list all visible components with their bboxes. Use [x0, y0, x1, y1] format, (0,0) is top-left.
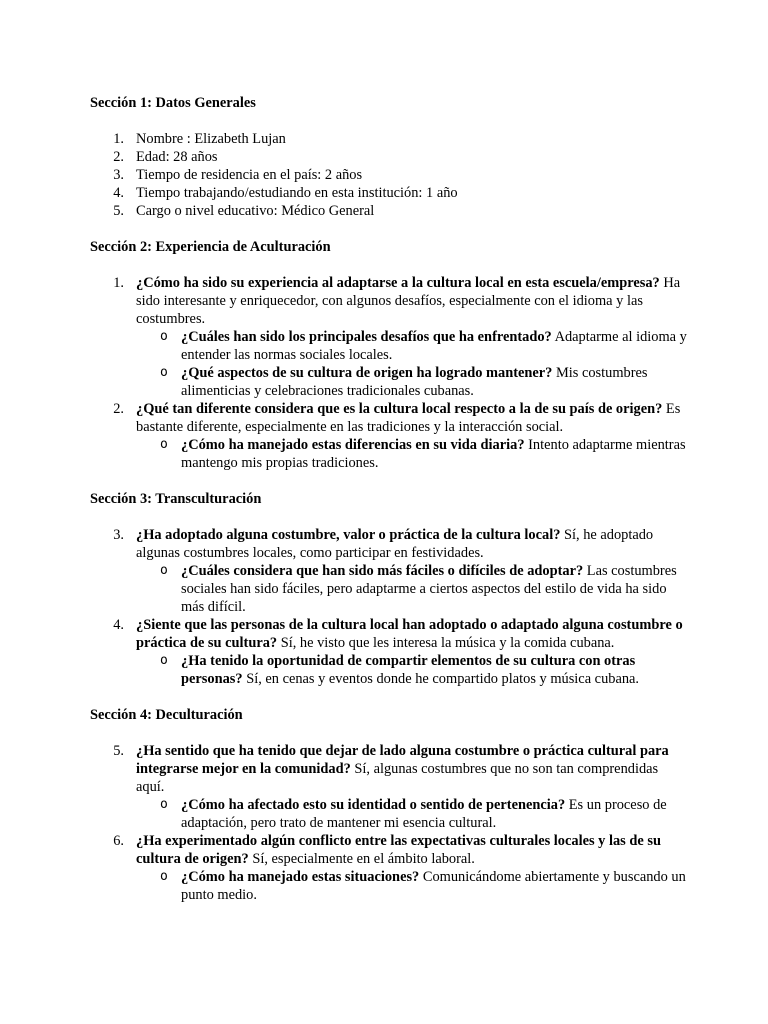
- sub-question-list: [136, 436, 690, 472]
- sub-question-text: ¿Cuáles han sido los principales desafíos que ha enfrentado?: [181, 329, 552, 345]
- sub-question-item: [136, 868, 690, 904]
- question-text: ¿Siente que las personas de la cultura local han adoptado o adaptado alguna costumbre o práctica de su cultura?: [136, 617, 683, 651]
- sub-question-text: ¿Cómo ha afectado esto su identidad o sentido de pertenencia?: [181, 797, 566, 813]
- sub-question-list: [136, 868, 690, 904]
- sub-question-item: [136, 328, 690, 364]
- question-text: ¿Ha adoptado alguna costumbre, valor o práctica de la cultura local?: [136, 527, 561, 543]
- answer-text: Sí, especialmente en el ámbito laboral.: [252, 851, 475, 867]
- answer-text: Ha sido interesante y enriquecedor, con algunos desafíos, especialmente con el idioma y las costumbres.: [136, 275, 681, 327]
- list-item: [90, 130, 690, 148]
- item-text: Tiempo de residencia en el país: 2 años: [136, 167, 363, 183]
- question-number: 3.: [113, 527, 124, 543]
- section-4-list: [90, 742, 690, 904]
- section-2-title: Sección 2: Experiencia de Aculturación: [90, 239, 331, 255]
- item-number: 2.: [113, 149, 124, 165]
- bullet-circle-icon: o: [160, 329, 168, 344]
- question-number: 2.: [113, 401, 124, 417]
- section-3-list: [90, 526, 690, 688]
- bullet-circle-icon: o: [160, 797, 168, 812]
- sub-question-list: [136, 328, 690, 400]
- question-number: 1.: [113, 275, 124, 291]
- list-item: [90, 166, 690, 184]
- question-text: ¿Ha sentido que ha tenido que dejar de lado alguna costumbre o práctica cultural para integrarse mejor en la comunidad?: [136, 743, 669, 777]
- document-content: [90, 94, 690, 922]
- bullet-circle-icon: o: [160, 563, 168, 578]
- sub-question-item: [136, 652, 690, 688]
- sub-question-item: [136, 436, 690, 472]
- sub-question-item: [136, 364, 690, 400]
- question-item: [90, 832, 690, 904]
- item-number: 5.: [113, 203, 124, 219]
- item-text: Cargo o nivel educativo: Médico General: [136, 203, 375, 219]
- section-1-title: Sección 1: Datos Generales: [90, 95, 256, 111]
- sub-question-text: ¿Qué aspectos de su cultura de origen ha logrado mantener?: [181, 365, 553, 381]
- question-text: ¿Cómo ha sido su experiencia al adaptarse a la cultura local en esta escuela/empresa?: [136, 275, 660, 291]
- bullet-circle-icon: o: [160, 365, 168, 380]
- sub-answer-text: Mis costumbres alimenticias y celebraciones tradicionales cubanas.: [181, 365, 648, 399]
- sub-question-text: ¿Cómo ha manejado estas situaciones?: [181, 869, 420, 885]
- section-3-title: Sección 3: Transculturación: [90, 491, 262, 507]
- sub-question-list: [136, 652, 690, 688]
- question-text: ¿Ha experimentado algún conflicto entre las expectativas culturales locales y las de su cultura de origen?: [136, 833, 661, 867]
- question-item: [90, 400, 690, 472]
- section-4-title: Sección 4: Deculturación: [90, 707, 243, 723]
- answer-text: Sí, he adoptado algunas costumbres locales, como participar en festividades.: [136, 527, 654, 561]
- item-number: 3.: [113, 167, 124, 183]
- sub-answer-text: Sí, en cenas y eventos donde he compartido platos y música cubana.: [246, 671, 640, 687]
- item-number: 4.: [113, 185, 124, 201]
- sub-question-list: [136, 562, 690, 616]
- sub-question-item: [136, 562, 690, 616]
- sub-question-list: [136, 796, 690, 832]
- sub-answer-text: Las costumbres sociales han sido fáciles, pero adaptarme a ciertos aspectos del estilo de vida ha sido más difícil.: [181, 563, 677, 615]
- bullet-circle-icon: o: [160, 869, 168, 884]
- item-text: Nombre : Elizabeth Lujan: [136, 131, 286, 147]
- sub-answer-text: Comunicándome abiertamente y buscando un punto medio.: [181, 869, 686, 903]
- bullet-circle-icon: o: [160, 437, 168, 452]
- question-text: ¿Qué tan diferente considera que es la cultura local respecto a la de su país de origen?: [136, 401, 663, 417]
- sub-answer-text: Intento adaptarme mientras mantengo mis propias tradiciones.: [181, 437, 686, 471]
- answer-text: Es bastante diferente, especialmente en las tradiciones y la interacción social.: [136, 401, 681, 435]
- question-item: [90, 526, 690, 616]
- item-text: Tiempo trabajando/estudiando en esta institución: 1 año: [136, 185, 458, 201]
- list-item: [90, 202, 690, 220]
- item-text: Edad: 28 años: [136, 149, 218, 165]
- question-item: [90, 274, 690, 400]
- list-item: [90, 148, 690, 166]
- item-number: 1.: [113, 131, 124, 147]
- section-1-list: [90, 130, 690, 220]
- sub-question-text: ¿Cuáles considera que han sido más fáciles o difíciles de adoptar?: [181, 563, 584, 579]
- section-2-list: [90, 274, 690, 472]
- question-item: [90, 742, 690, 832]
- answer-text: Sí, algunas costumbres que no son tan comprendidas aquí.: [136, 761, 659, 795]
- bullet-circle-icon: o: [160, 653, 168, 668]
- answer-text: Sí, he visto que les interesa la música y la comida cubana.: [280, 635, 615, 651]
- sub-question-text: ¿Cómo ha manejado estas diferencias en su vida diaria?: [181, 437, 525, 453]
- sub-answer-text: Adaptarme al idioma y entender las normas sociales locales.: [181, 329, 687, 363]
- question-number: 5.: [113, 743, 124, 759]
- list-item: [90, 184, 690, 202]
- question-number: 4.: [113, 617, 124, 633]
- question-number: 6.: [113, 833, 124, 849]
- sub-answer-text: Es un proceso de adaptación, pero trato de mantener mi esencia cultural.: [181, 797, 667, 831]
- sub-question-item: [136, 796, 690, 832]
- sub-question-text: ¿Ha tenido la oportunidad de compartir elementos de su cultura con otras personas?: [181, 653, 636, 687]
- question-item: [90, 616, 690, 688]
